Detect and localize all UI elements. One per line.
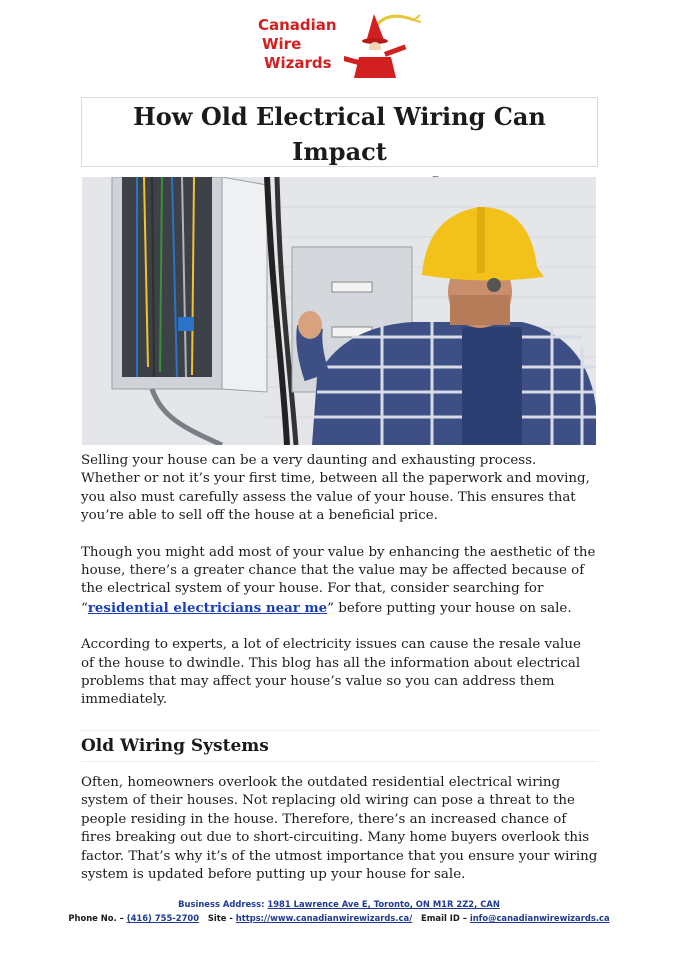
electrician-photo bbox=[82, 177, 596, 445]
logo-line-2: Wire bbox=[262, 35, 302, 53]
site-link[interactable]: https://www.canadianwirewizards.ca/ bbox=[235, 913, 413, 923]
paragraph-2-start: Though you might add most of your value by enhancing the aesthetic of the house, there’s a greater chance that the value may be affected because of the electrical system of your house. For that, consider searching for “ bbox=[81, 544, 596, 616]
paragraph-1: Selling your house can be a very daunting and exhausting process. Whether or not it’s your first time, between all the paperwork and moving, you also must carefully assess the value of your house. This ensures that you’re able to sell off the house at a beneficial price. bbox=[81, 453, 590, 524]
logo-line-3: Wizards bbox=[264, 54, 332, 72]
footer-contact bbox=[0, 911, 678, 925]
footer-address bbox=[0, 897, 678, 911]
wizard-mascot-icon bbox=[344, 12, 422, 82]
email-link[interactable]: info@canadianwirewizards.ca bbox=[469, 913, 610, 923]
phone-label: Phone No. – bbox=[68, 913, 124, 923]
footer bbox=[0, 897, 678, 925]
section-heading: Old Wiring Systems bbox=[81, 730, 598, 762]
logo-wordmark bbox=[258, 16, 337, 73]
phone-link[interactable]: (416) 755-2700 bbox=[126, 913, 200, 923]
company-logo bbox=[258, 12, 428, 82]
article-body bbox=[81, 452, 598, 884]
address-label: Business Address: bbox=[178, 899, 265, 909]
address-value[interactable]: 1981 Lawrence Ave E, Toronto, ON M1R 2Z2, CAN bbox=[267, 899, 500, 909]
paragraph-2-end: ” before putting your house on sale. bbox=[327, 600, 572, 616]
paragraph-3: According to experts, a lot of electricity issues can cause the resale value of the house to dwindle. This blog has all the information about electrical problems that may affect your house’s value so you can address them immediately. bbox=[81, 637, 581, 708]
email-label: Email ID – bbox=[420, 913, 467, 923]
logo-line-1: Canadian bbox=[258, 16, 337, 34]
paragraph-4: Often, homeowners overlook the outdated residential electrical wiring system of their houses. Not replacing old wiring can pose a threat to the people residing in the house. Therefore, there’s an increased chance of fires breaking out due to short-circuiting. Many home buyers overlook this factor. That’s why it’s of the utmost importance that you ensure your wiring system is updated before putting up your house for sale. bbox=[81, 774, 598, 882]
paragraph-2 bbox=[81, 544, 598, 619]
site-label: Site - bbox=[207, 913, 233, 923]
title-box bbox=[81, 97, 598, 167]
title-line-1: How Old Electrical Wiring Can Impact bbox=[133, 102, 546, 166]
residential-electricians-link[interactable]: residential electricians near me bbox=[87, 599, 328, 616]
